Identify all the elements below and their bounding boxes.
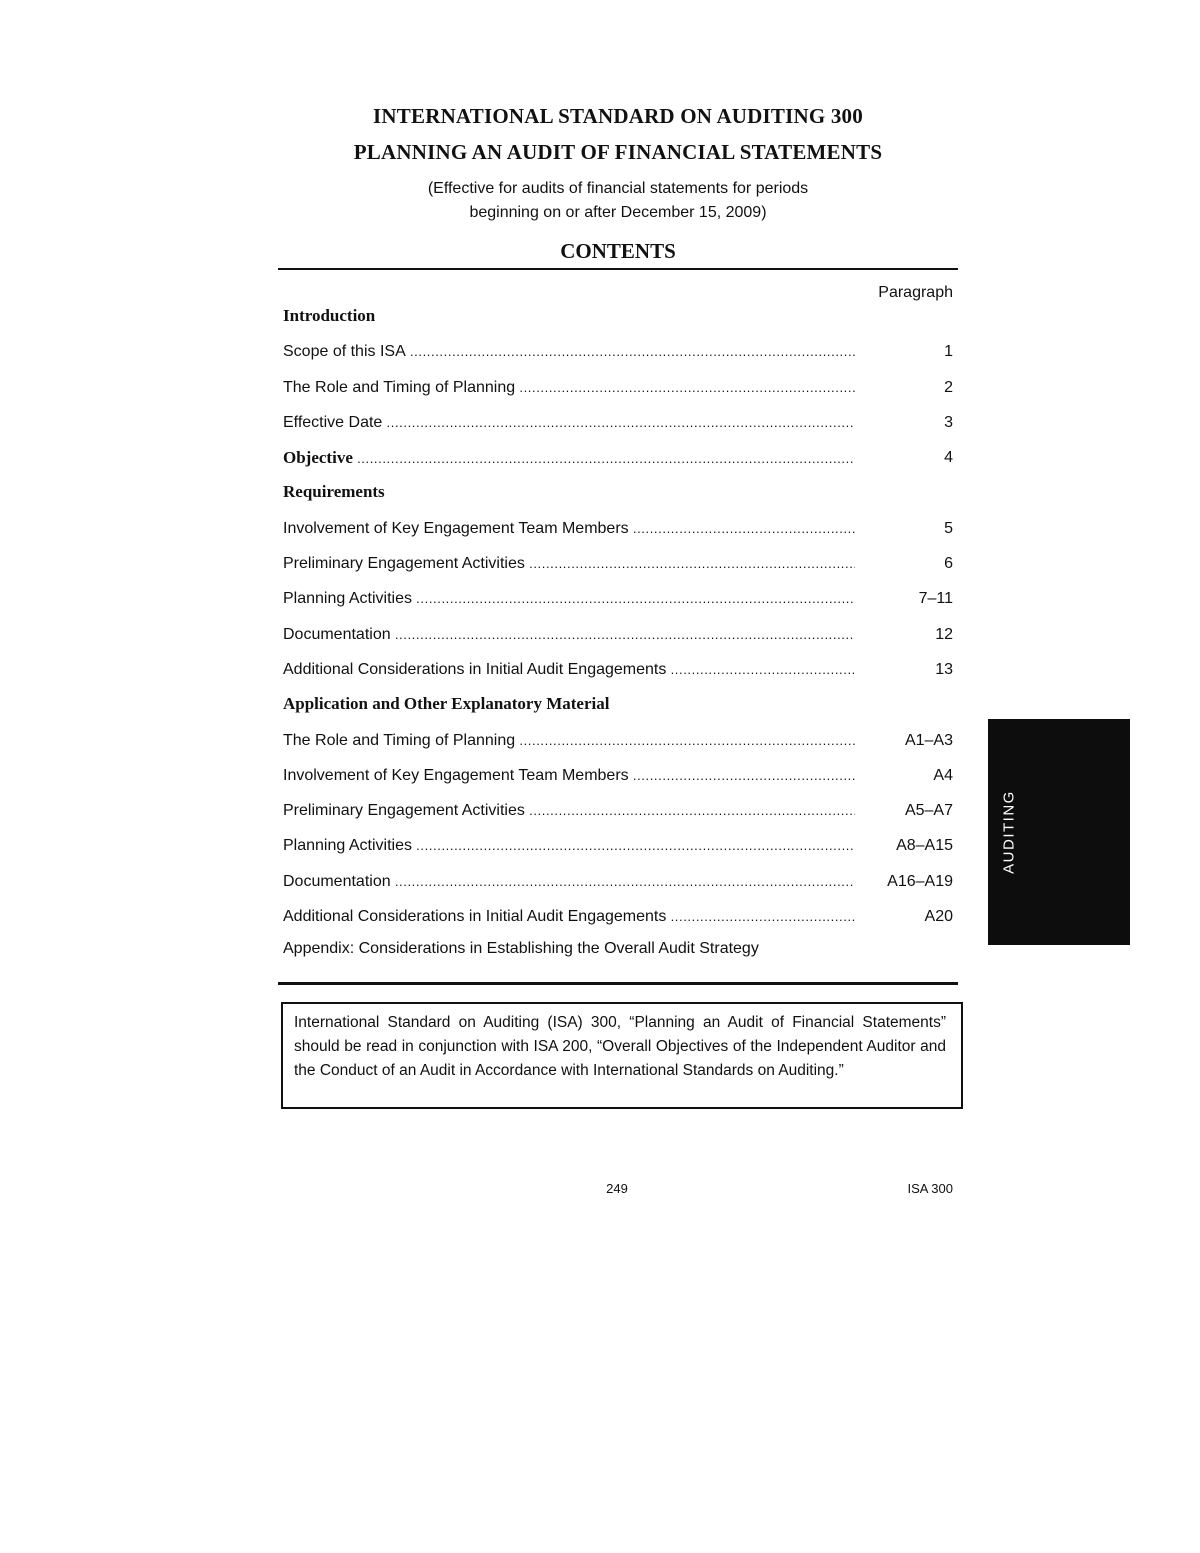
toc-entry-paragraph: A20 <box>924 908 953 925</box>
section-heading-application: Application and Other Explanatory Material <box>283 694 610 713</box>
toc-entry-paragraph: A1–A3 <box>904 732 953 749</box>
toc-entry <box>283 623 953 647</box>
section-tab-label: AUDITING <box>1000 790 1018 874</box>
toc-entry-label: Preliminary Engagement Activities ..... <box>283 799 855 823</box>
toc-entry <box>283 729 953 753</box>
toc-entry-label: The Role and Timing of Planning ..... <box>283 729 855 753</box>
objective-heading: Objective <box>283 448 353 467</box>
contents-bottom-rule <box>278 982 958 985</box>
page-number: 249 <box>606 1181 628 1196</box>
toc-entry-label: Documentation ..... <box>283 623 855 647</box>
toc-entry <box>283 552 953 576</box>
toc-entry <box>283 517 953 541</box>
toc-entry-label: Additional Considerations in Initial Audit Engagements ..... <box>283 905 855 929</box>
toc-entry-paragraph: A16–A19 <box>887 873 953 890</box>
section-heading-requirements: Requirements <box>283 482 385 501</box>
toc-entry-paragraph: 6 <box>944 555 953 572</box>
toc-entry-paragraph: 5 <box>944 520 953 537</box>
toc-entry-label <box>283 446 855 471</box>
toc-entry <box>283 799 953 823</box>
toc-entry <box>283 905 953 929</box>
toc-entry-label: Involvement of Key Engagement Team Members ..... <box>283 764 855 788</box>
toc-entry-label: Documentation ..... <box>283 870 855 894</box>
toc-entry-label: The Role and Timing of Planning ..... <box>283 376 855 400</box>
toc-entry-paragraph: 12 <box>935 626 953 643</box>
toc-entry-paragraph: A8–A15 <box>896 837 953 854</box>
section-heading-introduction: Introduction <box>283 306 376 325</box>
reading-note-text: International Standard on Auditing (ISA) 300, “Planning an Audit of Financial Statements” should be read in conjunction with ISA 200, “Overall Objectives of the Independent Auditor and the Conduct of an Audit in Accordance with International Standards on Auditing.” <box>294 1014 946 1079</box>
contents-top-rule <box>278 268 958 270</box>
standard-subtitle: PLANNING AN AUDIT OF FINANCIAL STATEMENTS <box>353 140 883 164</box>
standard-title: INTERNATIONAL STANDARD ON AUDITING 300 <box>373 104 863 128</box>
toc-entry-paragraph: 4 <box>944 449 953 466</box>
toc-entry-label: Preliminary Engagement Activities ..... <box>283 552 855 576</box>
toc-entry-paragraph: 3 <box>944 414 953 431</box>
toc-entry-objective <box>283 446 953 470</box>
toc-entry-paragraph: A5–A7 <box>904 802 953 819</box>
toc-entry-label: Planning Activities ..... <box>283 834 855 858</box>
toc-entry-label: Additional Considerations in Initial Audit Engagements ..... <box>283 658 855 682</box>
toc-entry-paragraph: 13 <box>935 661 953 678</box>
toc-entry <box>283 870 953 894</box>
toc-entry-label: Planning Activities ..... <box>283 587 855 611</box>
toc-entry <box>283 764 953 788</box>
toc-entry <box>283 411 953 435</box>
toc-entry <box>283 658 953 682</box>
toc-entry-paragraph: 7–11 <box>918 590 953 607</box>
effective-date-line-1: (Effective for audits of financial statements for periods <box>427 180 809 197</box>
toc-entry-label: Involvement of Key Engagement Team Members ..... <box>283 517 855 541</box>
toc-entry <box>283 834 953 858</box>
effective-date-line-2: beginning on or after December 15, 2009) <box>469 204 767 221</box>
toc-entry <box>283 340 953 364</box>
toc-entry <box>283 376 953 400</box>
toc-entry-paragraph: 1 <box>944 343 953 360</box>
contents-heading: CONTENTS <box>560 239 676 263</box>
toc-entry-label: Scope of this ISA ..... <box>283 340 855 364</box>
toc-entry-label: Effective Date ..... <box>283 411 855 435</box>
toc-entry-paragraph: 2 <box>944 379 953 396</box>
toc-entry <box>283 587 953 611</box>
reading-note-box <box>281 1002 963 1109</box>
paragraph-column-header: Paragraph <box>878 284 953 301</box>
standard-reference: ISA 300 <box>907 1181 953 1196</box>
toc-entry-paragraph: A4 <box>933 767 953 784</box>
toc-appendix: Appendix: Considerations in Establishing the Overall Audit Strategy <box>283 940 759 957</box>
